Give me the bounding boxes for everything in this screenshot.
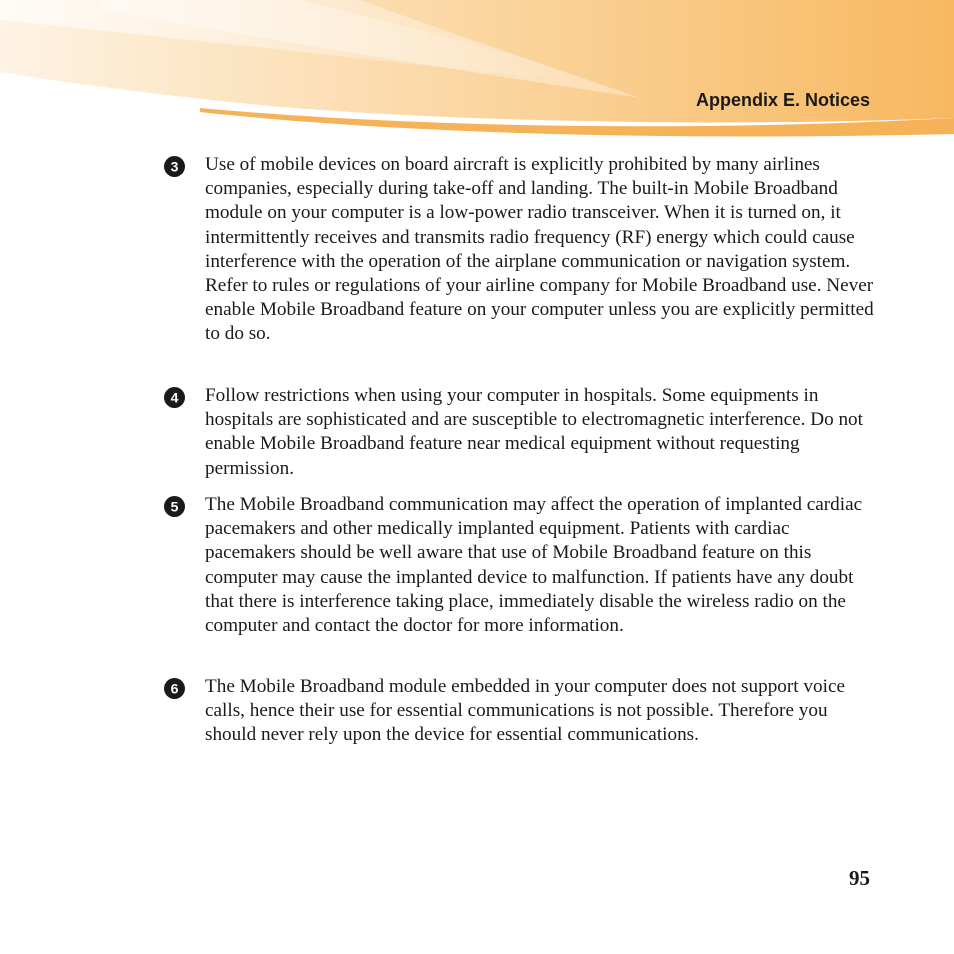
notice-item-text: Use of mobile devices on board aircraft is explicitly prohibited by many airlines companies, especially during take-off and landing. The built-in Mobile Broadband module on your computer is a low-power radio transceiver. When it is turned on, it intermittently receives and transmits radio frequency (RF) energy which could cause interference with the operation of the airplane communication or navigation system. Refer to rules or regulations of your airline company for Mobile Broadband use. Never enable Mobile Broadband feature on your computer unless you are explicitly permitted to do so. <box>205 154 874 345</box>
header-decorative-band <box>0 0 954 140</box>
notice-item <box>164 493 874 638</box>
svg-text:4: 4 <box>170 389 179 406</box>
number-6-icon <box>164 678 185 699</box>
notice-item-text: The Mobile Broadband module embedded in your computer does not support voice calls, hence their use for essential communications is not possible. Therefore you should never rely upon the device for essential communications. <box>205 676 845 746</box>
svg-text:5: 5 <box>170 498 179 515</box>
svg-text:6: 6 <box>170 680 179 697</box>
number-4-icon <box>164 387 185 408</box>
number-3-icon <box>164 156 185 177</box>
svg-text:3: 3 <box>170 158 179 175</box>
section-title: Appendix E. Notices <box>695 90 870 110</box>
notice-item-text: Follow restrictions when using your computer in hospitals. Some equipments in hospitals are sophisticated and are susceptible to electromagnetic interference. Do not enable Mobile Broadband feature near medical equipment without requesting permission. <box>205 385 863 479</box>
number-5-icon <box>164 496 185 517</box>
notice-item-text: The Mobile Broadband communication may affect the operation of implanted cardiac pacemakers and other medically implanted equipment. Patients with cardiac pacemakers should be well aware that use of Mobile Broadband feature on this computer may cause the implanted device to malfunction. If patients have any doubt that there is interference taking place, immediately disable the wireless radio on the computer and contact the doctor for more information. <box>205 494 863 637</box>
notice-item <box>164 153 874 347</box>
notice-item <box>164 675 874 748</box>
page-number: 95 <box>849 866 870 890</box>
notice-item <box>164 384 874 481</box>
